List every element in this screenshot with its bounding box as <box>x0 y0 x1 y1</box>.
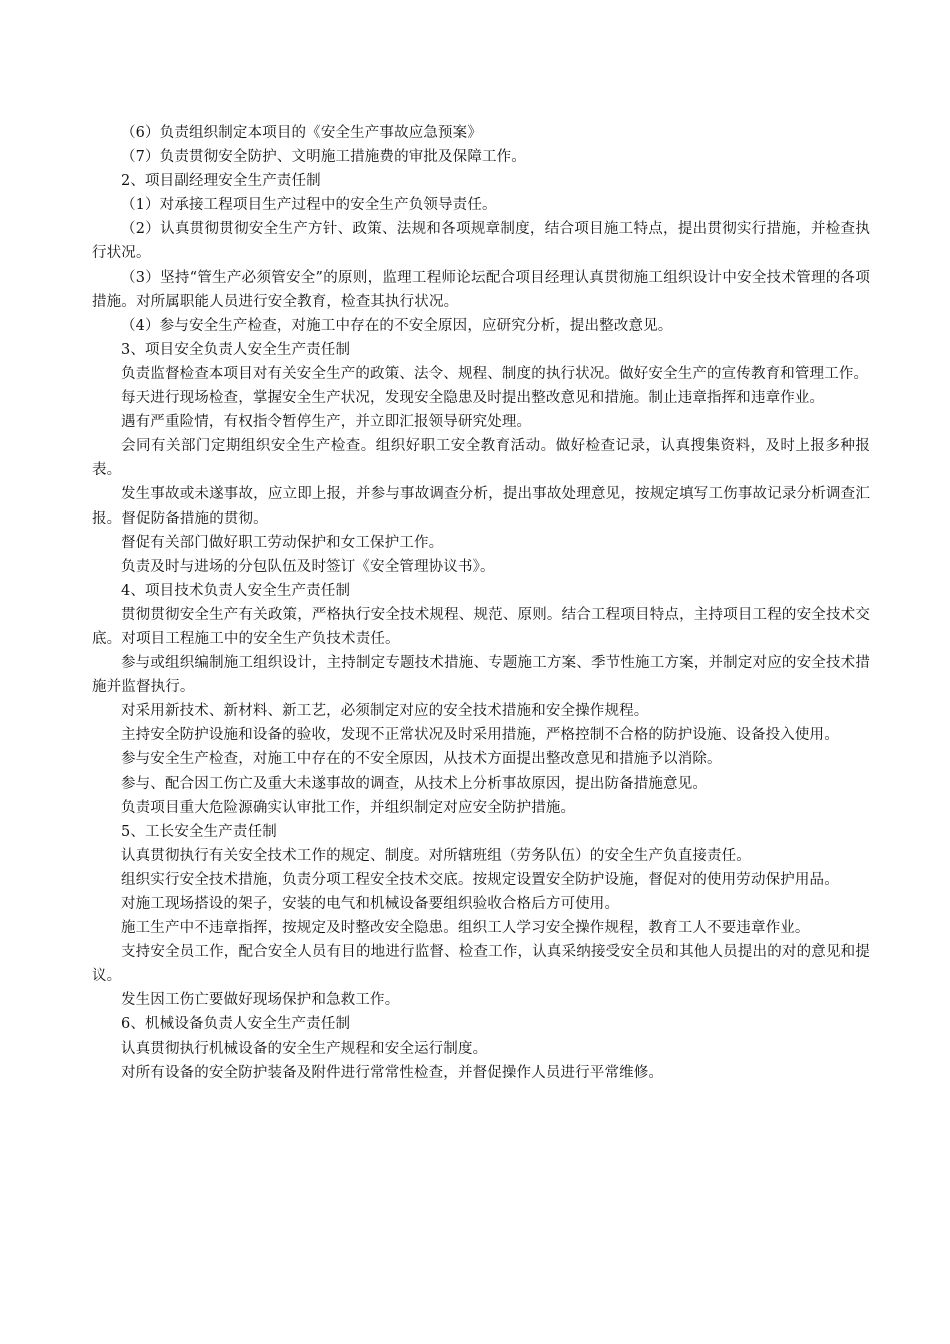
paragraph: （2）认真贯彻贯彻安全生产方针、政策、法规和各项规章制度，结合项目施工特点，提出贯彻实行措施，并检查执行状况。 <box>92 221 870 262</box>
paragraph: 发生事故或未遂事故，应立即上报，并参与事故调查分析，提出事故处理意见，按规定填写工伤事故记录分析调查汇报。督促防备措施的贯彻。 <box>92 486 870 527</box>
section-heading: 2、项目副经理安全生产责任制 <box>121 173 321 190</box>
paragraph: 负责项目重大危险源确实认审批工作，并组织制定对应安全防护措施。 <box>121 799 576 816</box>
paragraph: 认真贯彻执行机械设备的安全生产规程和安全运行制度。 <box>121 1040 488 1057</box>
section-heading: 3、项目安全负责人安全生产责任制 <box>121 341 351 358</box>
section-heading: 6、机械设备负责人安全生产责任制 <box>121 1016 351 1033</box>
paragraph: （6）负责组织制定本项目的《安全生产事故应急预案》 <box>121 125 482 141</box>
paragraph: 贯彻贯彻安全生产有关政策，严格执行安全技术规程、规范、原则。结合工程项目特点，主持项目工程的安全技术交底。对项目工程施工中的安全生产负技术责任。 <box>92 606 870 647</box>
paragraph: 负责及时与进场的分包队伍及时签订《安全管理协议书》。 <box>121 558 495 575</box>
paragraph: 组织实行安全技术措施，负责分项工程安全技术交底。按规定设置安全防护设施，督促对的使用劳动保护用品。 <box>121 871 839 888</box>
paragraph: 认真贯彻执行有关安全技术工作的规定、制度。对所辖班组（劳务队伍）的安全生产负直接责任。 <box>121 847 751 864</box>
paragraph: 负责监督检查本项目对有关安全生产的政策、法令、规程、制度的执行状况。做好安全生产的宣传教育和管理工作。 <box>121 365 869 382</box>
paragraph: （1）对承接工程项目生产过程中的安全生产负领导责任。 <box>121 197 497 214</box>
section-heading: 5、工长安全生产责任制 <box>121 823 277 840</box>
section-heading: 4、项目技术负责人安全生产责任制 <box>121 582 351 599</box>
paragraph: 对采用新技术、新材料、新工艺，必须制定对应的安全技术措施和安全操作规程。 <box>121 703 649 720</box>
paragraph: 每天进行现场检查，掌握安全生产状况，发现安全隐患及时提出整改意见和措施。制止违章指挥和违章作业。 <box>121 390 825 407</box>
paragraph: （4）参与安全生产检查，对施工中存在的不安全原因，应研究分析，提出整改意见。 <box>121 317 673 334</box>
paragraph: 主持安全防护设施和设备的验收，发现不正常状况及时采用措施，严格控制不合格的防护设施、设备投入使用。 <box>121 727 839 744</box>
paragraph: 对施工现场搭设的架子，安装的电气和机械设备要组织验收合格后方可使用。 <box>121 896 620 912</box>
paragraph: 督促有关部门做好职工劳动保护和女工保护工作。 <box>121 534 444 551</box>
paragraph: （3）坚持“管生产必须管安全”的原则，监理工程师论坛配合项目经理认真贯彻施工组织设计中安全技术管理的各项措施。对所属职能人员进行安全教育，检查其执行状况。 <box>92 269 870 310</box>
paragraph: 对所有设备的安全防护装备及附件进行常常性检查，并督促操作人员进行平常维修。 <box>121 1064 664 1081</box>
paragraph: 施工生产中不违章指挥，按规定及时整改安全隐患。组织工人学习安全操作规程，教育工人不要违章作业。 <box>121 920 810 937</box>
document-body <box>92 121 870 1085</box>
paragraph: 会同有关部门定期组织安全生产检查。组织好职工安全教育活动。做好检查记录，认真搜集资料，及时上报多种报表。 <box>92 438 870 479</box>
paragraph: 遇有严重险情，有权指令暂停生产，并立即汇报领导研究处理。 <box>121 414 532 431</box>
paragraph: 支持安全员工作，配合安全人员有目的地进行监督、检查工作，认真采纳接受安全员和其他人员提出的对的意见和提议。 <box>92 944 870 985</box>
paragraph: 参与、配合因工伤亡及重大未遂事故的调查，从技术上分析事故原因，提出防备措施意见。 <box>121 775 707 792</box>
paragraph: 参与安全生产检查，对施工中存在的不安全原因，从技术方面提出整改意见和措施予以消除。 <box>121 751 722 768</box>
paragraph: （7）负责贯彻安全防护、文明施工措施费的审批及保障工作。 <box>121 149 526 166</box>
paragraph: 参与或组织编制施工组织设计，主持制定专题技术措施、专题施工方案、季节性施工方案，并制定对应的安全技术措施并监督执行。 <box>92 655 870 696</box>
paragraph: 发生因工伤亡要做好现场保护和急救工作。 <box>121 992 400 1009</box>
